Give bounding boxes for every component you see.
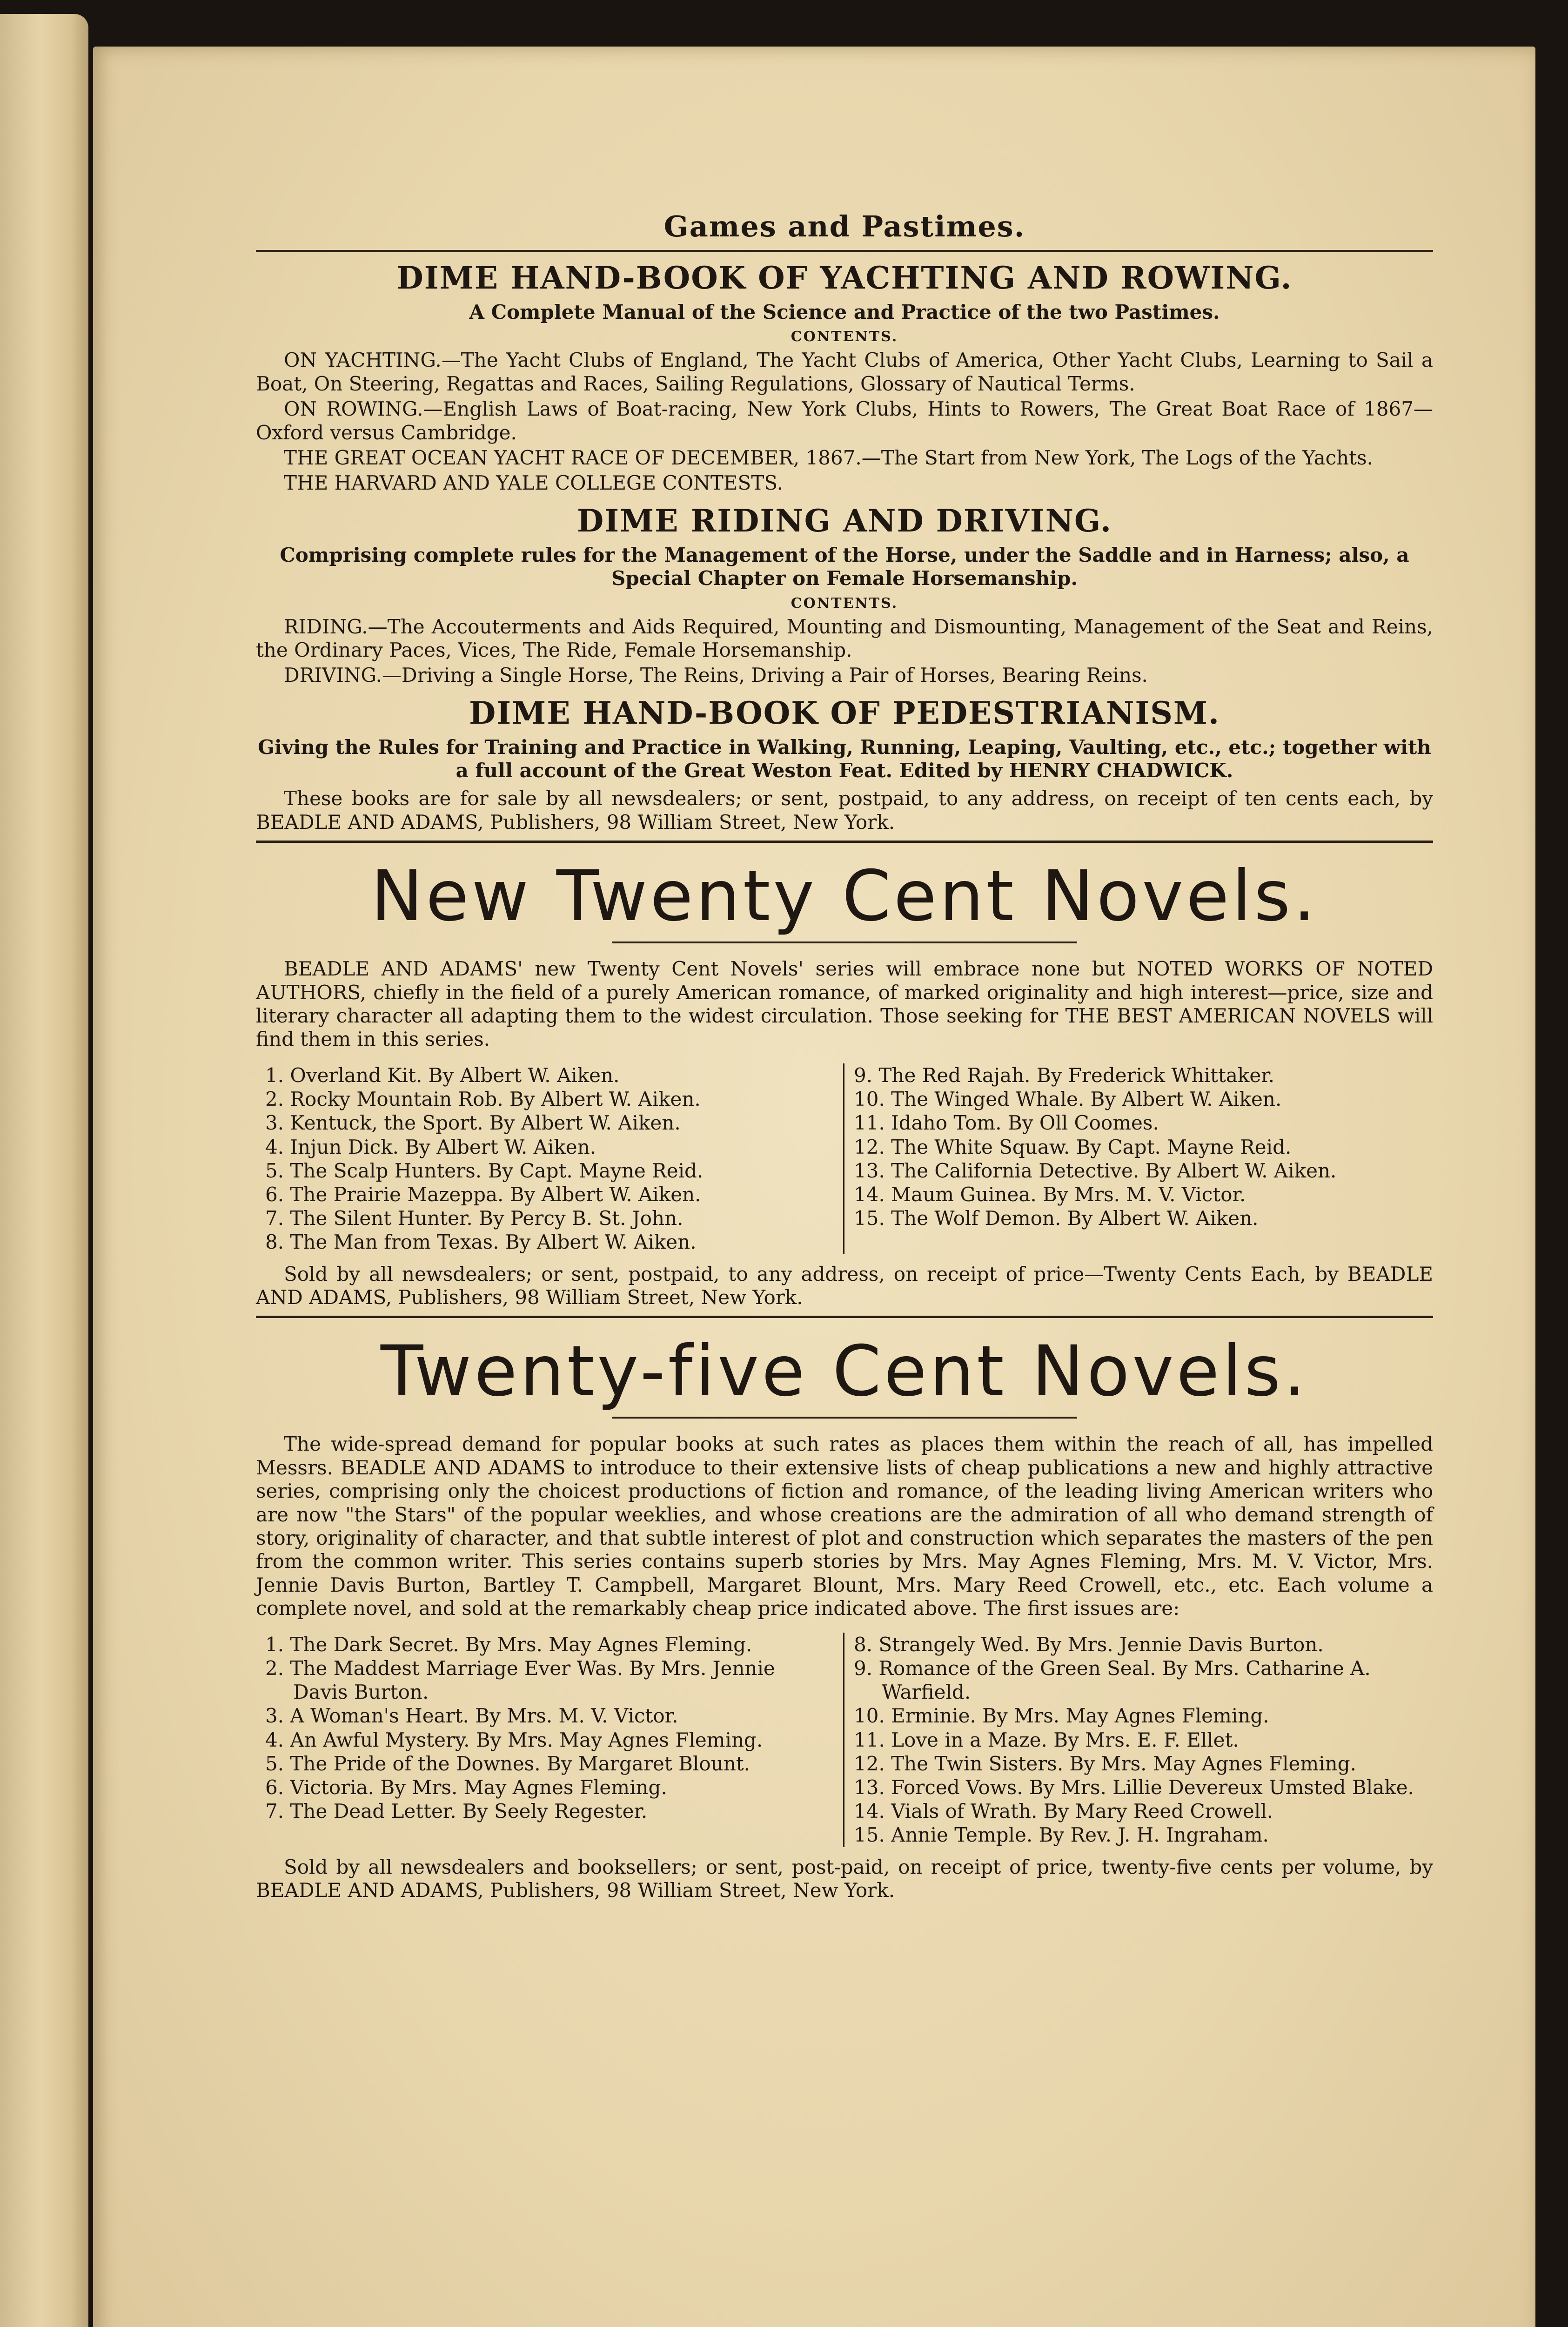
yachting-section xyxy=(256,260,1433,495)
list-item: 9. Romance of the Green Seal. By Mrs. Catharine A. Warfield. xyxy=(854,1656,1371,1704)
list-item: 14. Vials of Wrath. By Mary Reed Crowell. xyxy=(854,1800,1273,1823)
list-item: 1. Overland Kit. By Albert W. Aiken. xyxy=(265,1063,620,1087)
list-item: 13. Forced Vows. By Mrs. Lillie Devereux Umsted Blake. xyxy=(854,1776,1414,1799)
twenty-five-cent-list-right xyxy=(844,1633,1433,1847)
section-rule xyxy=(256,1316,1433,1318)
twenty-five-cent-section xyxy=(256,1331,1433,1902)
list-item: 15. Annie Temple. By Rev. J. H. Ingraham. xyxy=(854,1823,1269,1847)
pedestrianism-title: DIME HAND-BOOK OF PEDESTRIANISM. xyxy=(469,694,1220,731)
list-item: 13. The California Detective. By Albert W. Aiken. xyxy=(854,1159,1337,1182)
list-item: 12. The White Squaw. By Capt. Mayne Reid. xyxy=(854,1135,1292,1158)
twenty-cent-intro: BEADLE AND ADAMS' new Twenty Cent Novels' series will embrace none but NOTED WORKS OF NOTED AUTHORS, chiefly in the field of a purely American romance, of marked originality and high interest—price, size and literary character all adapting them to the widest circulation. Those seeking for THE BEST AMERICAN NOVELS will find them in this series. xyxy=(256,957,1433,1051)
yachting-paragraph: ON ROWING.—English Laws of Boat-racing, New York Clubs, Hints to Rowers, The Great Boat Race of 1867—Oxford versus Cambridge. xyxy=(256,397,1433,444)
twenty-five-cent-title-rule xyxy=(612,1417,1077,1419)
twenty-five-cent-title: Twenty-five Cent Novels. xyxy=(380,1331,1309,1412)
list-item: 3. A Woman's Heart. By Mrs. M. V. Victor. xyxy=(265,1704,678,1728)
list-item: 8. The Man from Texas. By Albert W. Aiken. xyxy=(265,1231,697,1254)
twenty-cent-list xyxy=(256,1063,1433,1254)
pedestrianism-note: These books are for sale by all newsdealers; or sent, postpaid, to any address, on receipt of ten cents each, by BEADLE AND ADAMS, Publishers, 98 William Street, New York. xyxy=(256,787,1433,834)
book-spine xyxy=(0,14,88,2327)
twenty-cent-list-left xyxy=(256,1063,844,1254)
list-item: 10. Erminie. By Mrs. May Agnes Fleming. xyxy=(854,1704,1269,1728)
page-sheet xyxy=(93,47,1535,2327)
list-item: 4. Injun Dick. By Albert W. Aiken. xyxy=(265,1135,596,1158)
yachting-subtitle: A Complete Manual of the Science and Practice of the two Pastimes. xyxy=(469,301,1220,323)
list-item: 11. Idaho Tom. By Oll Coomes. xyxy=(854,1111,1159,1135)
list-item: 6. The Prairie Mazeppa. By Albert W. Aiken. xyxy=(265,1183,701,1206)
yachting-paragraph: ON YACHTING.—The Yacht Clubs of England, The Yacht Clubs of America, Other Yacht Clubs, Learning to Sail a Boat, On Steering, Regattas and Races, Sailing Regulations, Glossary of Nautical Terms. xyxy=(256,349,1433,395)
twenty-cent-list-right xyxy=(844,1063,1433,1254)
riding-section xyxy=(256,503,1433,687)
list-item: 3. Kentuck, the Sport. By Albert W. Aiken. xyxy=(265,1111,681,1135)
pedestrianism-subtitle: Giving the Rules for Training and Practice in Walking, Running, Leaping, Vaulting, etc., etc.; together with a full account of the Great Weston Feat. Edited by HENRY CHADWICK. xyxy=(258,735,1431,782)
riding-contents-label: CONTENTS. xyxy=(791,595,898,612)
riding-subtitle: Comprising complete rules for the Management of the Horse, under the Saddle and in Harness; also, a Special Chapter on Female Horsemanship. xyxy=(280,543,1409,590)
yachting-paragraph: THE HARVARD AND YALE COLLEGE CONTESTS. xyxy=(284,471,783,495)
list-item: 1. The Dark Secret. By Mrs. May Agnes Fleming. xyxy=(265,1633,752,1656)
yachting-contents-label: CONTENTS. xyxy=(791,329,898,345)
riding-title: DIME RIDING AND DRIVING. xyxy=(576,502,1112,539)
list-item: 2. The Maddest Marriage Ever Was. By Mrs. Jennie Davis Burton. xyxy=(265,1656,775,1704)
yachting-title: DIME HAND-BOOK OF YACHTING AND ROWING. xyxy=(396,260,1293,296)
page-content xyxy=(256,209,1433,1904)
twenty-cent-title: New Twenty Cent Novels. xyxy=(370,856,1319,937)
list-item: 4. An Awful Mystery. By Mrs. May Agnes Fleming. xyxy=(265,1728,763,1751)
twenty-five-cent-list xyxy=(256,1633,1433,1847)
riding-paragraph: RIDING.—The Accouterments and Aids Required, Mounting and Dismounting, Management of the Seat and Reins, the Ordinary Paces, Vices, The Ride, Female Horsemanship. xyxy=(256,615,1433,661)
list-item: 8. Strangely Wed. By Mrs. Jennie Davis Burton. xyxy=(854,1633,1324,1656)
header-rule xyxy=(256,250,1433,252)
yachting-paragraph: THE GREAT OCEAN YACHT RACE OF DECEMBER, 1867.—The Start from New York, The Logs of the Yachts. xyxy=(284,446,1373,469)
twenty-five-cent-intro: The wide-spread demand for popular books at such rates as places them within the reach of all, has impelled Messrs. BEADLE AND ADAMS to introduce to their extensive lists of cheap publications a new and highly attractive series, comprising only the choicest productions of fiction and romance, of the leading living American writers who are now "the Stars" of the popular weeklies, and whose creations are the admiration of all who demand strength of story, originality of character, and that subtle interest of plot and construction which separates the masters of the pen from the common writer. This series contains superb stories by Mrs. May Agnes Fleming, Mrs. M. V. Victor, Mrs. Jennie Davis Burton, Bartley T. Campbell, Margaret Blount, Mrs. Mary Reed Crowell, etc., etc. Each volume a complete novel, and sold at the remarkably cheap price indicated above. The first issues are: xyxy=(256,1433,1433,1620)
section-rule xyxy=(256,841,1433,843)
list-item: 10. The Winged Whale. By Albert W. Aiken. xyxy=(854,1088,1282,1111)
pedestrianism-section xyxy=(256,695,1433,834)
list-item: 7. The Dead Letter. By Seely Regester. xyxy=(265,1800,648,1823)
twenty-cent-title-rule xyxy=(612,942,1077,943)
list-item: 2. Rocky Mountain Rob. By Albert W. Aiken. xyxy=(265,1088,701,1111)
list-item: 12. The Twin Sisters. By Mrs. May Agnes Fleming. xyxy=(854,1752,1356,1775)
list-item: 15. The Wolf Demon. By Albert W. Aiken. xyxy=(854,1207,1259,1230)
riding-paragraph: DRIVING.—Driving a Single Horse, The Reins, Driving a Pair of Horses, Bearing Reins. xyxy=(284,664,1148,687)
twenty-five-cent-note: Sold by all newsdealers and booksellers; or sent, post-paid, on receipt of price, twenty-five cents per volume, by BEADLE AND ADAMS, Publishers, 98 William Street, New York. xyxy=(256,1855,1433,1902)
list-item: 5. The Scalp Hunters. By Capt. Mayne Reid. xyxy=(265,1159,704,1182)
list-item: 9. The Red Rajah. By Frederick Whittaker. xyxy=(854,1063,1275,1087)
list-item: 11. Love in a Maze. By Mrs. E. F. Ellet. xyxy=(854,1728,1239,1751)
twenty-cent-note: Sold by all newsdealers; or sent, postpaid, to any address, on receipt of price—Twenty Cents Each, by BEADLE AND ADAMS, Publishers, 98 William Street, New York. xyxy=(256,1262,1433,1309)
list-item: 7. The Silent Hunter. By Percy B. St. John. xyxy=(265,1207,683,1230)
twenty-five-cent-list-left xyxy=(256,1633,844,1847)
list-item: 5. The Pride of the Downes. By Margaret Blount. xyxy=(265,1752,750,1775)
list-item: 6. Victoria. By Mrs. May Agnes Fleming. xyxy=(265,1776,667,1799)
page-header: Games and Pastimes. xyxy=(663,209,1025,243)
twenty-cent-section xyxy=(256,856,1433,1309)
list-item: 14. Maum Guinea. By Mrs. M. V. Victor. xyxy=(854,1183,1246,1206)
